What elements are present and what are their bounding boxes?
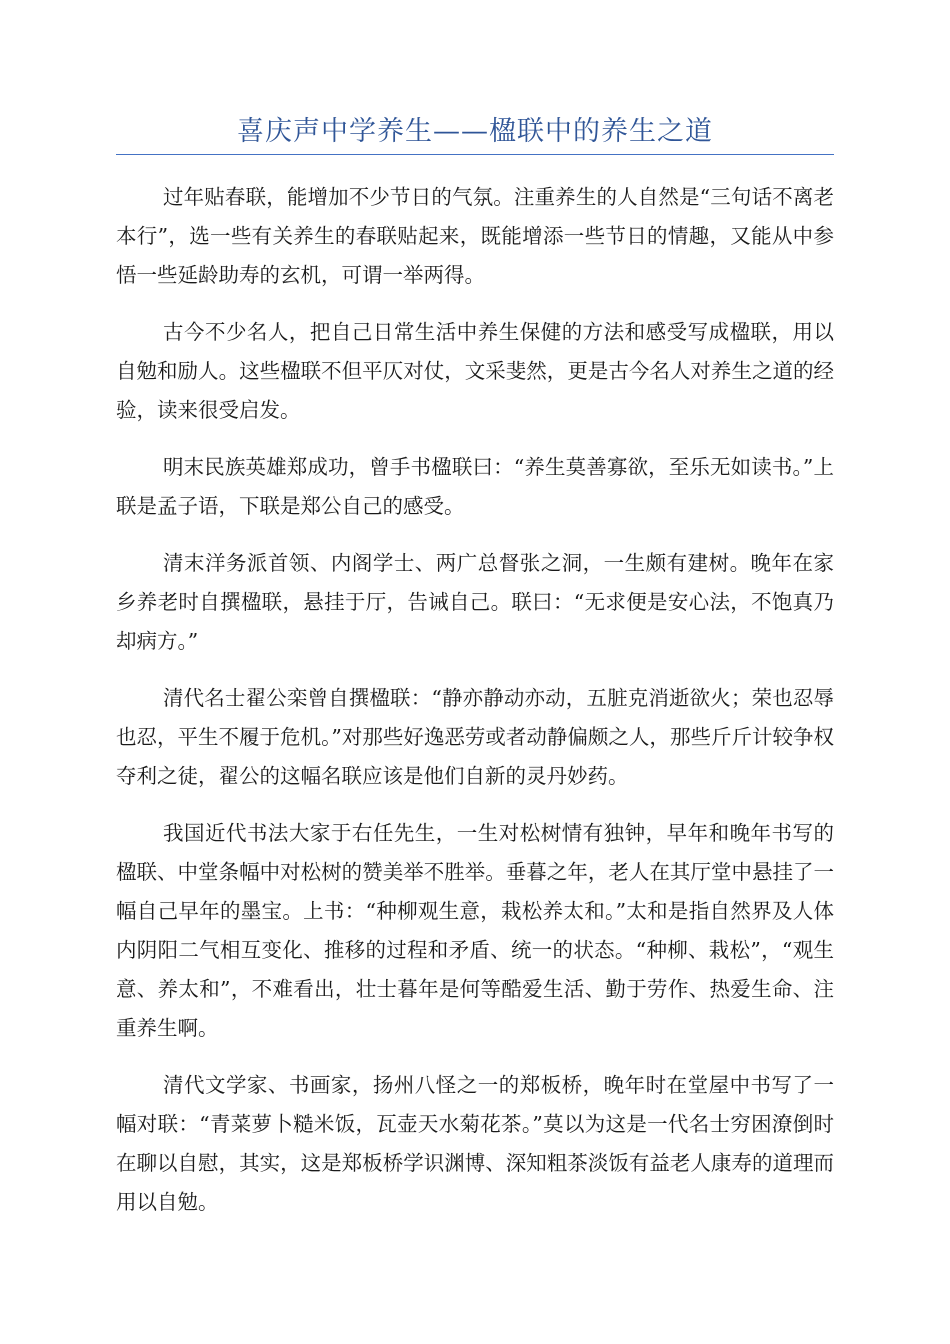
paragraph: 清末洋务派首领、内阁学士、两广总督张之洞，一生颇有建树。晚年在家乡养老时自撰楹联，悬挂于厅，告诫自己。联曰：“无求便是安心法，不饱真乃却病方。” <box>116 551 834 653</box>
paragraph: 古今不少名人，把自己日常生活中养生保健的方法和感受写成楹联，用以自勉和励人。这些楹联不但平仄对仗，文采斐然，更是古今名人对养生之道的经验，读来很受启发。 <box>116 320 834 422</box>
paragraph: 清代文学家、书画家，扬州八怪之一的郑板桥，晚年时在堂屋中书写了一幅对联：“青菜萝卜糙米饭，瓦壶天水菊花茶。”莫以为这是一代名士穷困潦倒时在聊以自慰，其实，这是郑板桥学识渊博、深知粗茶淡饭有益老人康寿的道理而用以自勉。 <box>116 1073 834 1214</box>
paragraph: 清代名士翟公栾曾自撰楹联：“静亦静动亦动，五脏克消逝欲火；荣也忍辱也忍，平生不履于危机。”对那些好逸恶劳或者动静偏颇之人，那些斤斤计较争权夺利之徒，翟公的这幅名联应该是他们自新的灵丹妙药。 <box>116 686 834 788</box>
page-title: 喜庆声中学养生——楹联中的养生之道 <box>237 116 713 147</box>
title-block <box>116 112 834 155</box>
title-underline <box>116 154 834 155</box>
paragraph: 过年贴春联，能增加不少节日的气氛。注重养生的人自然是“三句话不离老本行”，选一些有关养生的春联贴起来，既能增添一些节日的情趣，又能从中参悟一些延龄助寿的玄机，可谓一举两得。 <box>116 185 834 287</box>
paragraph: 明末民族英雄郑成功，曾手书楹联曰：“养生莫善寡欲，至乐无如读书。”上联是孟子语，下联是郑公自己的感受。 <box>116 455 834 518</box>
article-body <box>116 178 834 1240</box>
paragraph: 我国近代书法大家于右任先生，一生对松树情有独钟，早年和晚年书写的楹联、中堂条幅中对松树的赞美举不胜举。垂暮之年，老人在其厅堂中悬挂了一幅自己早年的墨宝。上书：“种柳观生意，栽松养太和。”太和是指自然界及人体内阴阳二气相互变化、推移的过程和矛盾、统一的状态。“种柳、栽松”，“观生意、养太和”，不难看出，壮士暮年是何等酷爱生活、勤于劳作、热爱生命、注重养生啊。 <box>116 821 834 1040</box>
